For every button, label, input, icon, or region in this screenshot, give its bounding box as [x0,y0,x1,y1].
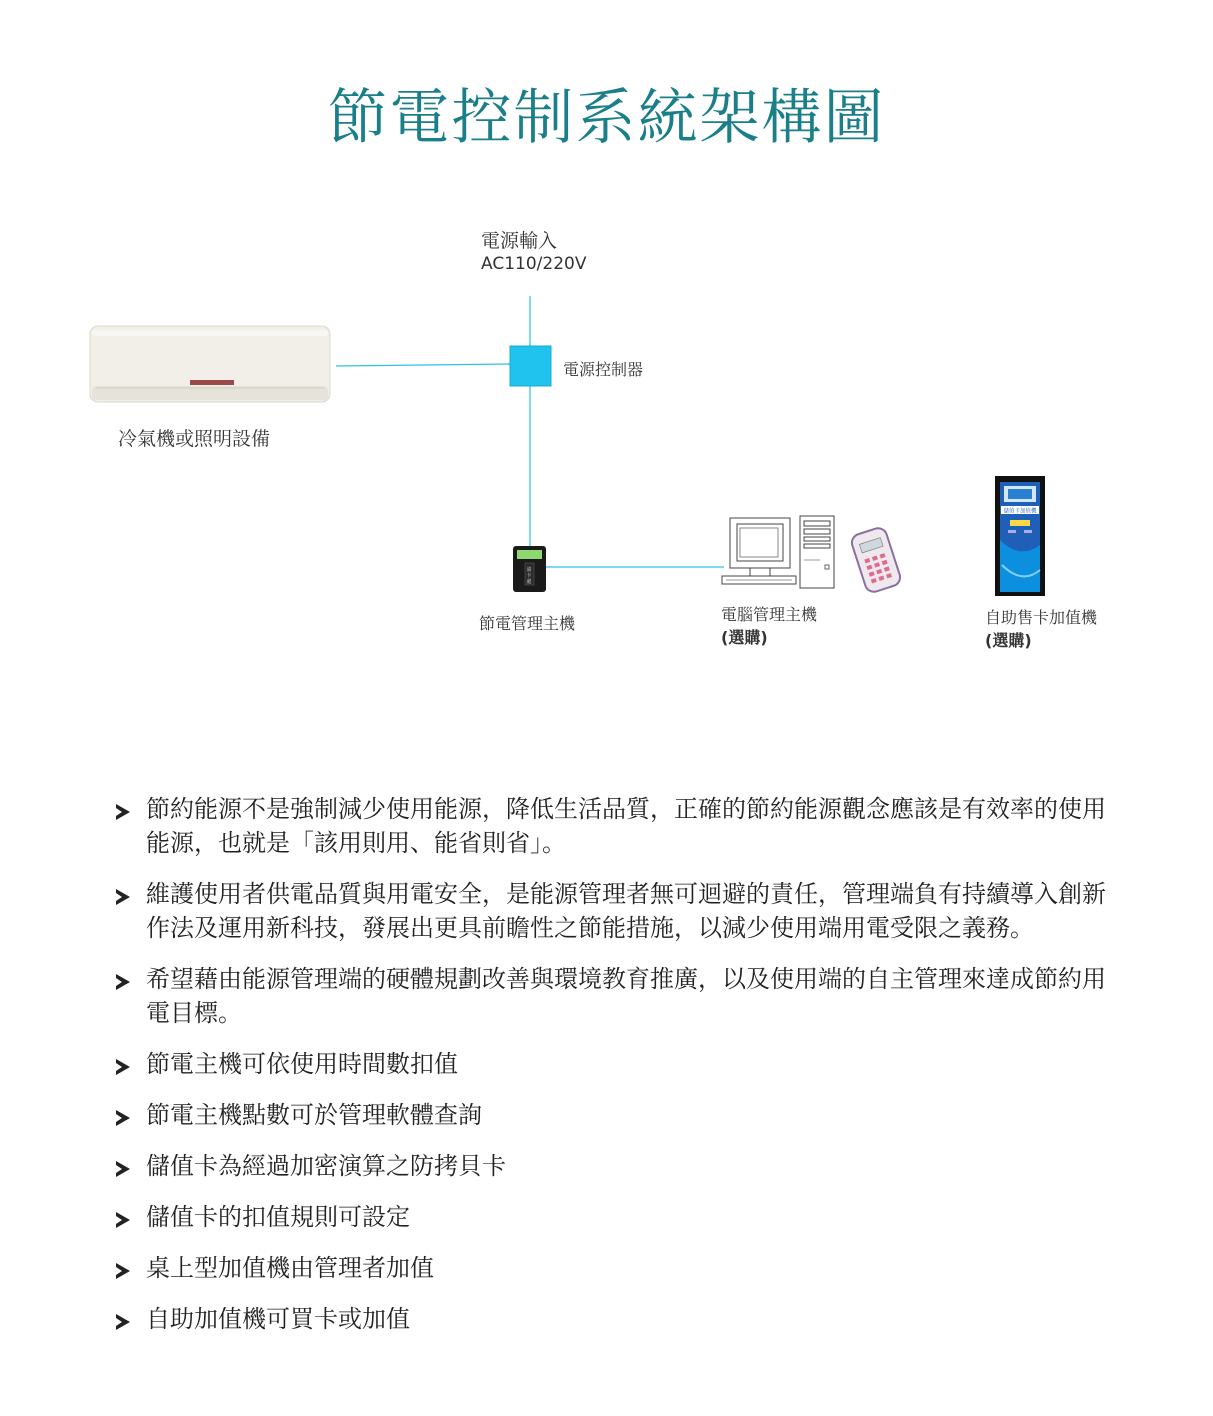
feature-list [112,792,1112,1353]
arrow-bullet-icon [116,889,130,905]
arrow-bullet-icon [116,1212,130,1228]
svg-text:請: 請 [526,567,532,573]
host-label: 節電管理主機 [479,614,576,633]
aircon-illustration [90,326,330,402]
list-item: 儲值卡為經過加密演算之防拷貝卡 [112,1149,1112,1183]
list-item: 桌上型加值機由管理者加值 [112,1251,1112,1285]
computer-illustration [722,516,834,588]
power-controller-label: 電源控制器 [563,360,644,379]
card-reader-illustration [850,526,903,594]
arrow-bullet-icon [116,1110,130,1126]
power-input-label: 電源輸入 AC110/220V [481,230,587,274]
kiosk-illustration [995,476,1045,596]
pc-label: 電腦管理主機 (選購) [721,605,818,647]
list-item: 節電主機點數可於管理軟體查詢 [112,1098,1112,1132]
line-aircon-controller [336,364,510,366]
list-item: 節電主機可依使用時間數扣值 [112,1047,1112,1081]
arrow-bullet-icon [116,1314,130,1330]
arrow-bullet-icon [116,804,130,820]
aircon-label: 冷氣機或照明設備 [118,428,271,450]
power-controller-box [510,346,551,386]
list-item: 希望藉由能源管理端的硬體規劃改善與環境教育推廣，以及使用端的自主管理來達成節約用電目標。 [112,962,1112,1030]
arrow-bullet-icon [116,1059,130,1075]
list-item: 維護使用者供電品質與用電安全，是能源管理者無可迴避的責任，管理端負有持續導入創新作法及運用新科技，發展出更具前瞻性之節能措施，以減少使用端用電受限之義務。 [112,877,1112,945]
svg-text:儲值卡加值機: 儲值卡加值機 [1003,508,1037,515]
svg-text:卡: 卡 [526,573,532,579]
host-illustration [513,546,546,592]
arrow-bullet-icon [116,1263,130,1279]
list-item: 節約能源不是強制減少使用能源，降低生活品質，正確的節約能源觀念應該是有效率的使用能源，也就是「該用則用、能省則省」。 [112,792,1112,860]
list-item: 儲值卡的扣值規則可設定 [112,1200,1112,1234]
page-title: 節電控制系統架構圖 [327,83,886,153]
kiosk-label: 自助售卡加值機 (選購) [985,608,1098,650]
arrow-bullet-icon [116,974,130,990]
svg-text:處: 處 [526,579,532,585]
list-item: 自助加值機可買卡或加值 [112,1302,1112,1336]
arrow-bullet-icon [116,1161,130,1177]
